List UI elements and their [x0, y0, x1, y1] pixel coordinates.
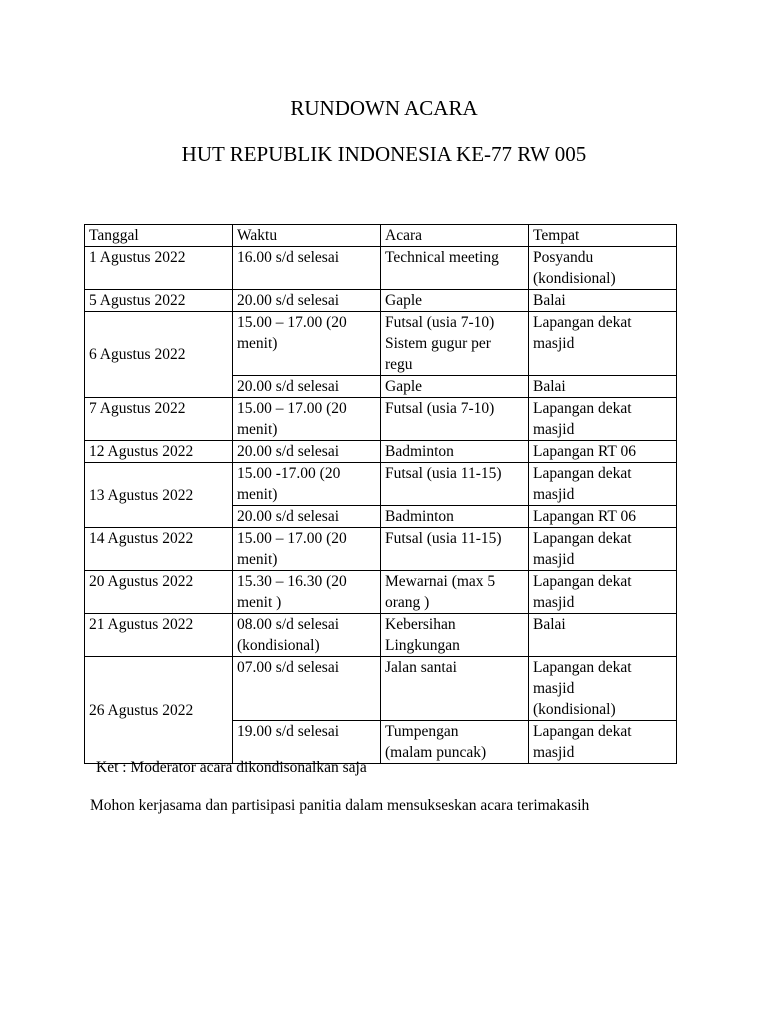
table-row — [85, 247, 677, 290]
cell-tanggal: 7 Agustus 2022 — [85, 398, 233, 441]
cell-tempat: Lapangan dekat masjid — [529, 571, 677, 614]
cell-tempat: Lapangan dekat masjid (kondisional) — [529, 657, 677, 721]
cell-acara: Kebersihan Lingkungan — [381, 614, 529, 657]
cell-waktu: 15.00 -17.00 (20 menit) — [233, 463, 381, 506]
cell-waktu: 08.00 s/d selesai (kondisional) — [233, 614, 381, 657]
cell-tanggal: 13 Agustus 2022 — [85, 463, 233, 528]
table-row — [85, 463, 677, 506]
document-title: RUNDOWN ACARA — [290, 96, 478, 120]
cell-acara: Gaple — [381, 290, 529, 312]
header-acara: Acara — [381, 225, 529, 247]
cell-tempat: Lapangan RT 06 — [529, 506, 677, 528]
header-tempat: Tempat — [529, 225, 677, 247]
cell-acara: Futsal (usia 11-15) — [381, 463, 529, 506]
cell-tanggal: 26 Agustus 2022 — [85, 657, 233, 764]
table-row — [85, 571, 677, 614]
cell-waktu: 07.00 s/d selesai — [233, 657, 381, 721]
table-row — [85, 441, 677, 463]
cell-acara: Badminton — [381, 441, 529, 463]
cell-tempat: Balai — [529, 290, 677, 312]
cell-tempat: Lapangan RT 06 — [529, 441, 677, 463]
cell-acara: Gaple — [381, 376, 529, 398]
cell-tanggal: 5 Agustus 2022 — [85, 290, 233, 312]
cell-tanggal: 21 Agustus 2022 — [85, 614, 233, 657]
note-mohon: Mohon kerjasama dan partisipasi panitia dalam mensukseskan acara terimakasih — [90, 797, 590, 814]
cell-tempat: Posyandu (kondisional) — [529, 247, 677, 290]
cell-tempat: Lapangan dekat masjid — [529, 721, 677, 764]
cell-tanggal: 20 Agustus 2022 — [85, 571, 233, 614]
cell-acara: Mewarnai (max 5 orang ) — [381, 571, 529, 614]
cell-waktu: 15.00 – 17.00 (20 menit) — [233, 528, 381, 571]
cell-waktu: 20.00 s/d selesai — [233, 441, 381, 463]
cell-waktu: 15.30 – 16.30 (20 menit ) — [233, 571, 381, 614]
rundown-table — [84, 224, 677, 764]
cell-tempat: Lapangan dekat masjid — [529, 463, 677, 506]
table-row — [85, 614, 677, 657]
table-row — [85, 398, 677, 441]
cell-tempat: Lapangan dekat masjid — [529, 398, 677, 441]
table-row — [85, 312, 677, 376]
cell-acara: Jalan santai — [381, 657, 529, 721]
cell-tempat: Balai — [529, 376, 677, 398]
cell-waktu: 16.00 s/d selesai — [233, 247, 381, 290]
header-tanggal: Tanggal — [85, 225, 233, 247]
cell-acara: Futsal (usia 11-15) — [381, 528, 529, 571]
cell-waktu: 19.00 s/d selesai — [233, 721, 381, 764]
cell-acara: Tumpengan (malam puncak) — [381, 721, 529, 764]
document-subtitle: HUT REPUBLIK INDONESIA KE-77 RW 005 — [181, 142, 587, 166]
cell-tempat: Lapangan dekat masjid — [529, 528, 677, 571]
cell-tanggal: 12 Agustus 2022 — [85, 441, 233, 463]
cell-tempat: Balai — [529, 614, 677, 657]
table-row — [85, 528, 677, 571]
header-waktu: Waktu — [233, 225, 381, 247]
cell-waktu: 15.00 – 17.00 (20 menit) — [233, 398, 381, 441]
cell-waktu: 15.00 – 17.00 (20 menit) — [233, 312, 381, 376]
cell-acara: Badminton — [381, 506, 529, 528]
cell-tempat: Lapangan dekat masjid — [529, 312, 677, 376]
cell-tanggal: 1 Agustus 2022 — [85, 247, 233, 290]
note-ket: Ket : Moderator acara dikondisonalkan saja — [96, 759, 367, 776]
cell-acara: Futsal (usia 7-10) — [381, 398, 529, 441]
cell-acara: Technical meeting — [381, 247, 529, 290]
cell-tanggal: 14 Agustus 2022 — [85, 528, 233, 571]
cell-acara: Futsal (usia 7-10) Sistem gugur per regu — [381, 312, 529, 376]
table-row — [85, 290, 677, 312]
cell-waktu: 20.00 s/d selesai — [233, 376, 381, 398]
cell-waktu: 20.00 s/d selesai — [233, 506, 381, 528]
table-header-row — [85, 225, 677, 247]
cell-tanggal: 6 Agustus 2022 — [85, 312, 233, 398]
table-row — [85, 657, 677, 721]
cell-waktu: 20.00 s/d selesai — [233, 290, 381, 312]
